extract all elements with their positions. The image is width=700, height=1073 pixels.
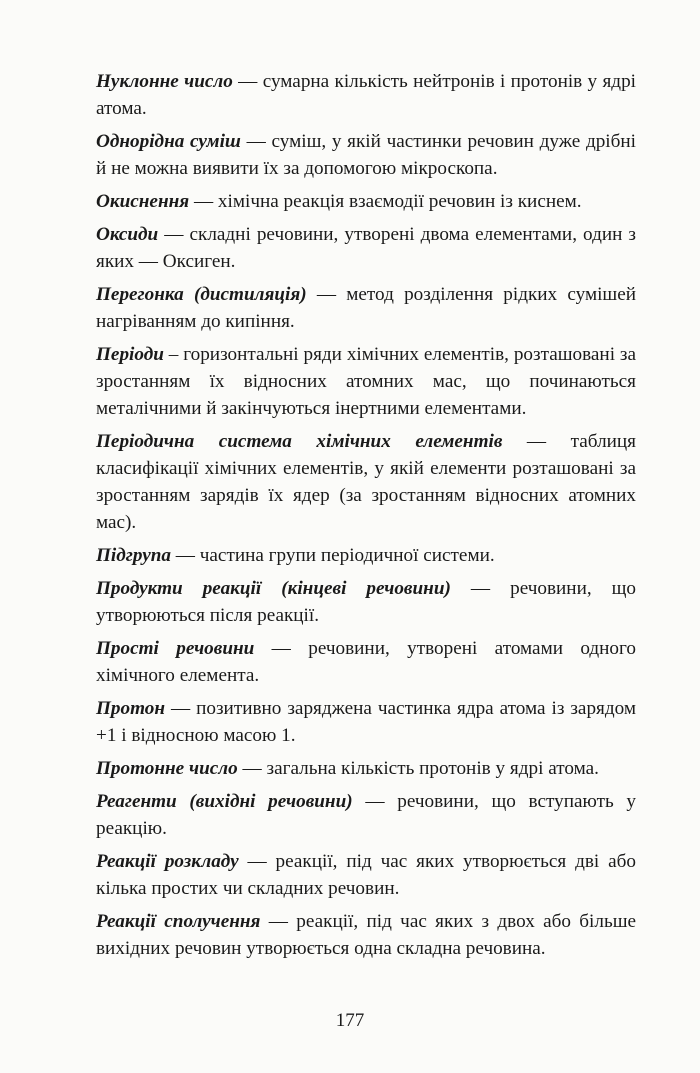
glossary-definition: – горизонтальні ряди хімічних елементів, розташовані за зростанням їх відносних атомних мас, що починаються металічними й закінчуються інертними елементами. [96, 344, 636, 419]
glossary-term: Оксиди [96, 224, 159, 245]
glossary-entry [96, 788, 636, 842]
glossary-entry [96, 221, 636, 275]
glossary-definition: — складні речовини, утворені двома елементами, один з яких — Оксиген. [96, 224, 636, 272]
glossary-definition: — позитивно заряджена частинка ядра атома із зарядом +1 і відносною масою 1. [96, 698, 636, 746]
glossary-term: Періоди [96, 344, 164, 365]
glossary-definition: — хімічна реакція взаємодії речовин із киснем. [189, 191, 582, 212]
glossary-definition: — реакції, під час яких з двох або більше вихідних речовин утворюється одна складна речовина. [96, 911, 636, 959]
glossary-term: Перегонка (дистиляція) [96, 284, 307, 305]
glossary-page [96, 68, 636, 968]
glossary-entry [96, 128, 636, 182]
glossary-entry [96, 428, 636, 536]
glossary-term: Прості речовини [96, 638, 255, 659]
glossary-definition: — таблиця класифікації хімічних елементів, у якій елементи розташовані за зростанням зарядів їх ядер (за зростанням відносних атомних мас). [96, 431, 637, 533]
glossary-definition: — сумарна кількість нейтронів і протонів у ядрі атома. [96, 71, 636, 119]
glossary-term: Реакції сполучення [96, 911, 261, 932]
glossary-term: Реакції розкладу [96, 851, 239, 872]
glossary-entry [96, 188, 636, 215]
glossary-entry [96, 542, 636, 569]
glossary-definition: — суміш, у якій частинки речовин дуже дрібні й не можна виявити їх за допомогою мікроскопа. [96, 131, 637, 179]
glossary-term: Періодична система хімічних елементів [96, 431, 503, 452]
glossary-entry [96, 68, 636, 122]
glossary-definition: — речовини, утворені атомами одного хімічного елемента. [96, 638, 636, 686]
page-number: 177 [335, 1010, 365, 1031]
glossary-term: Продукти реакції (кінцеві речовини) [96, 578, 451, 599]
glossary-entry [96, 848, 636, 902]
glossary-term: Підгрупа [96, 545, 171, 566]
glossary-definition: — метод розділення рідких сумішей нагріванням до кипіння. [96, 284, 636, 332]
glossary-entry [96, 341, 636, 422]
glossary-definition: — речовини, що вступають у реакцію. [96, 791, 636, 839]
glossary-entry [96, 635, 636, 689]
glossary-term: Нуклонне число [96, 71, 233, 92]
glossary-definition: — речовини, що утворюються після реакції. [96, 578, 637, 626]
glossary-definition: — частина групи періодичної системи. [170, 545, 495, 566]
glossary-entry [96, 575, 636, 629]
glossary-definition: — реакції, під час яких утворюється дві або кілька простих чи складних речовин. [96, 851, 636, 899]
glossary-term: Протонне число [96, 758, 238, 779]
glossary-entry [96, 281, 636, 335]
glossary-term: Окиснення [96, 191, 190, 212]
glossary-entry [96, 695, 636, 749]
glossary-definition: — загальна кількість протонів у ядрі атома. [237, 758, 599, 779]
glossary-term: Реагенти (вихідні речовини) [96, 791, 353, 812]
glossary-term: Протон [96, 698, 166, 719]
glossary-entry [96, 755, 636, 782]
glossary-entry [96, 908, 636, 962]
glossary-term: Однорідна суміш [96, 131, 241, 152]
